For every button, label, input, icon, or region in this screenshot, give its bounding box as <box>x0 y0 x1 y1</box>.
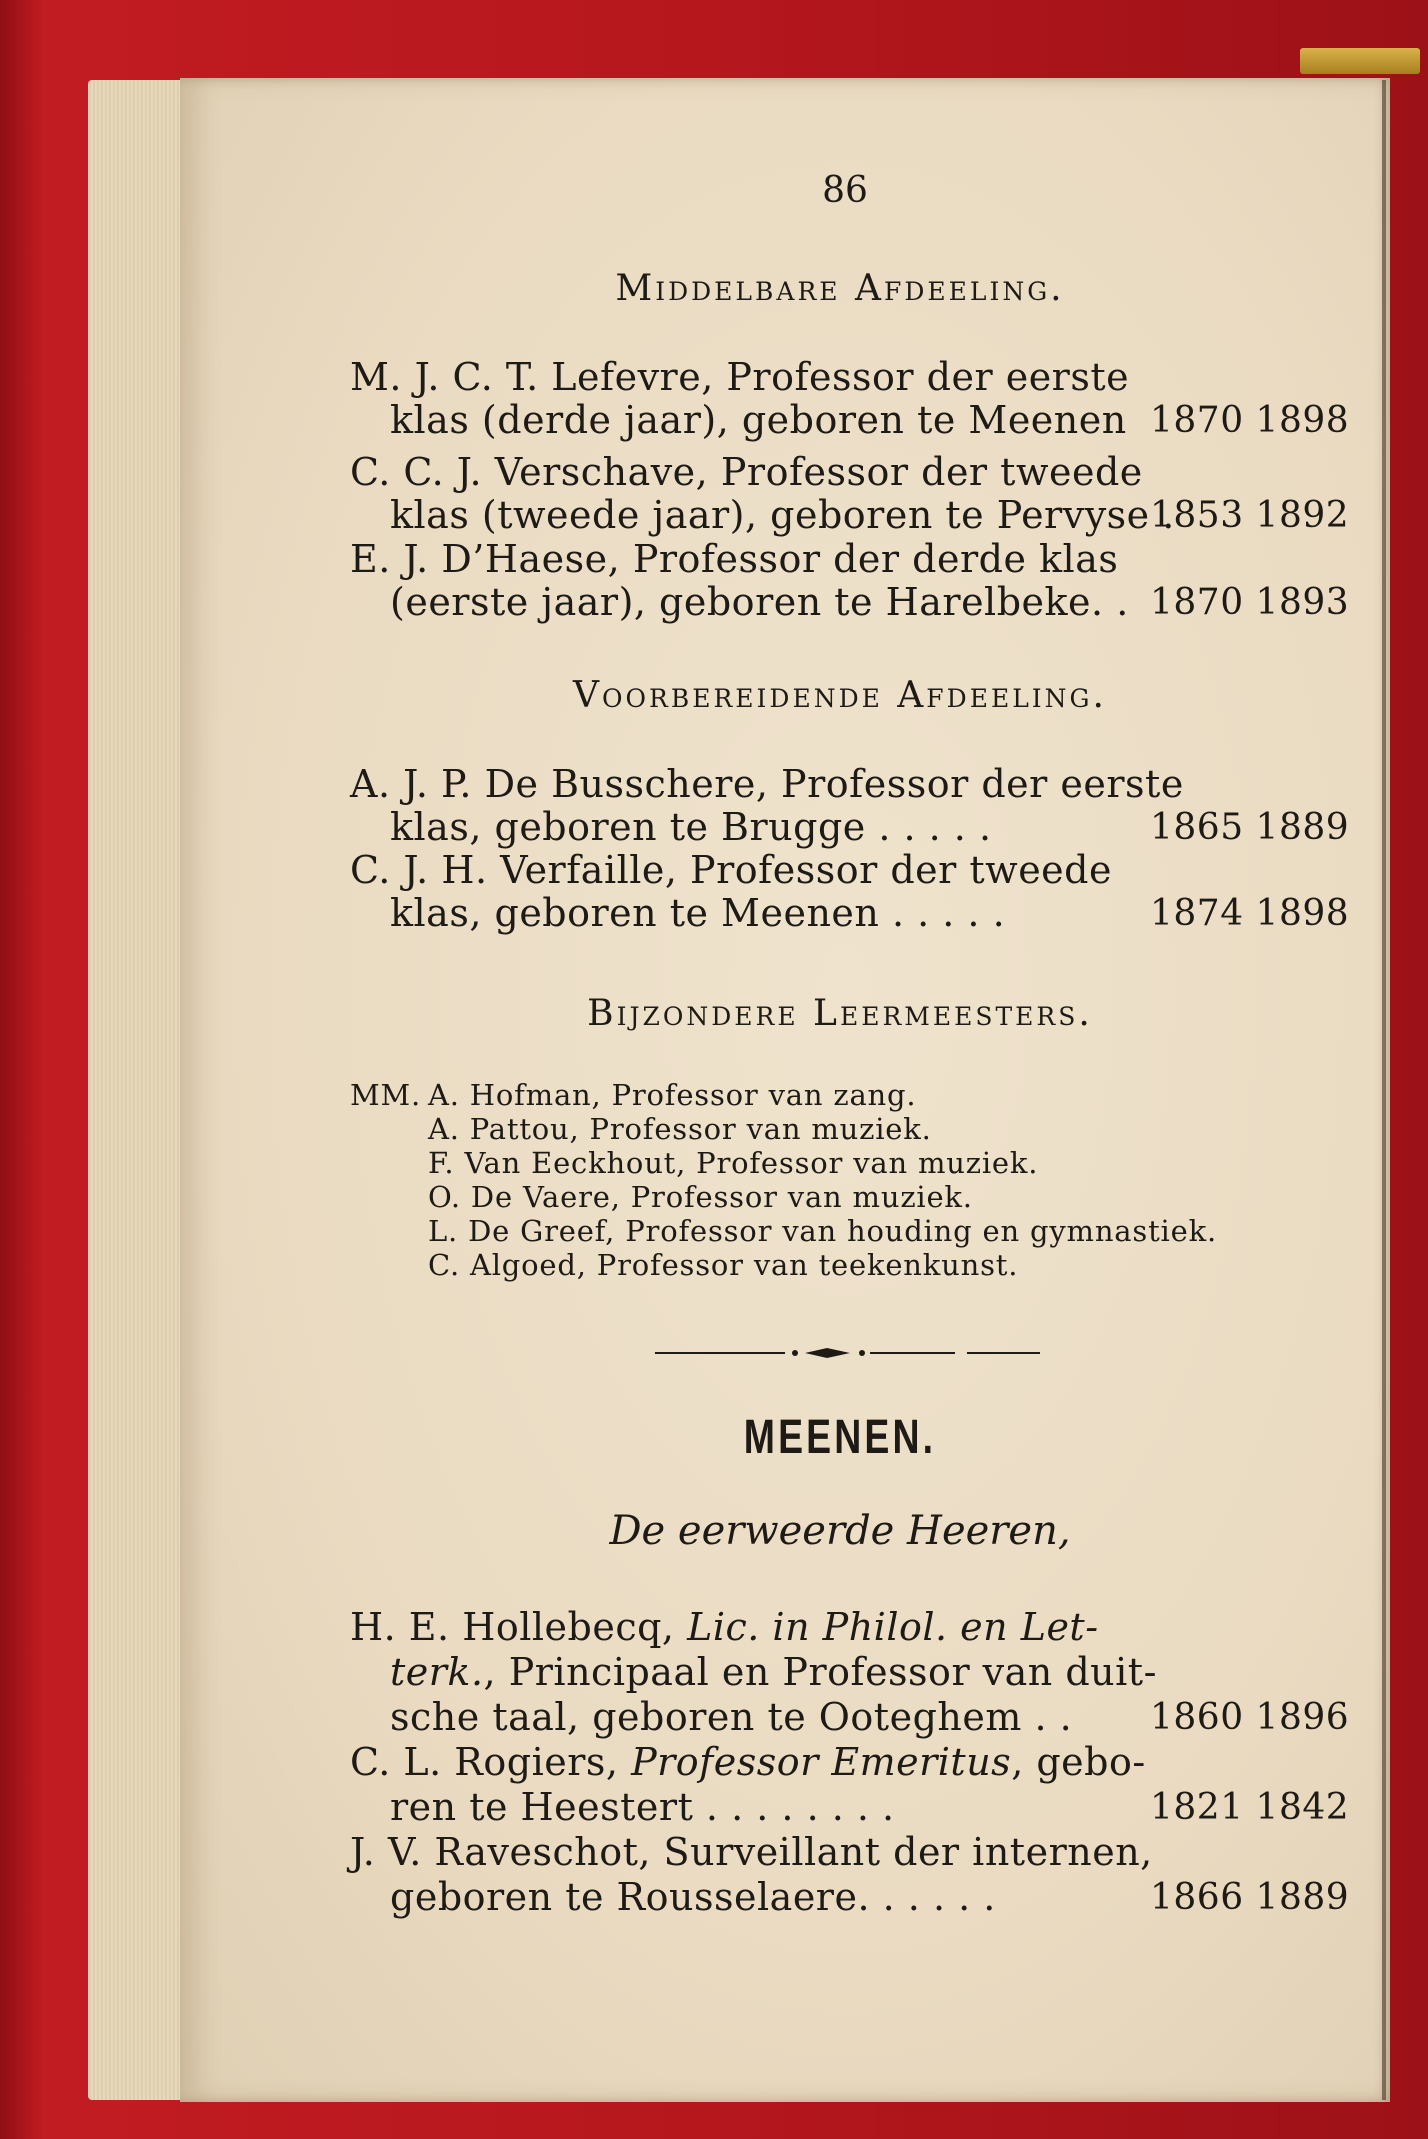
entry-years: 1865 1889 <box>1150 807 1350 848</box>
entry-line: klas, geboren te Brugge . . . . . <box>390 805 992 849</box>
entry-years: 1821 1842 <box>1150 1787 1350 1828</box>
mm-prefix: MM. <box>350 1078 422 1112</box>
entry-line: M. J. C. T. Lefevre, Professor der eerste <box>350 355 1130 399</box>
entry-line: klas (tweede jaar), geboren te Pervyse . <box>390 493 1175 537</box>
entry-italic: Professor Emeritus <box>631 1740 1012 1784</box>
entry-line: J. V. Raveschot, Surveillant der internen, <box>350 1830 1153 1874</box>
entry-line <box>350 1740 1146 1784</box>
entry-line <box>350 1605 1099 1649</box>
entry-text: , Principaal en Professor van duit- <box>483 1650 1157 1694</box>
entry-italic: Lic. in Philol. en Let- <box>687 1605 1099 1649</box>
bookmark-ribbon <box>1300 48 1420 74</box>
entry-line: (eerste jaar), geboren te Harelbeke. . <box>390 580 1129 624</box>
section-title-meenen: MEENEN. <box>743 1411 937 1464</box>
teacher-van-eeckhout: F. Van Eeckhout, Professor van muziek. <box>428 1146 1039 1180</box>
page-number: 86 <box>822 170 868 211</box>
entry-line: klas (derde jaar), geboren te Meenen <box>390 398 1127 442</box>
section-heading-bijzondere: Bijzondere Leermeesters. <box>587 993 1093 1034</box>
entry-years: 1874 1898 <box>1150 893 1350 934</box>
section-heading-middelbare: Middelbare Afdeeling. <box>615 268 1065 309</box>
entry-years: 1860 1896 <box>1150 1697 1350 1738</box>
teacher-de-vaere: O. De Vaere, Professor van muziek. <box>428 1180 973 1214</box>
entry-line: ren te Heestert . . . . . . . . <box>390 1785 895 1829</box>
entry-years: 1866 1889 <box>1150 1877 1350 1918</box>
entry-line: C. J. H. Verfaille, Professor der tweede <box>350 848 1112 892</box>
entry-italic: terk. <box>390 1650 484 1694</box>
entry-line: C. C. J. Verschave, Professor der tweede <box>350 450 1143 494</box>
entry-years: 1870 1893 <box>1150 582 1350 623</box>
section-subtitle: De eerweerde Heeren, <box>609 1508 1071 1554</box>
entry-line <box>390 1650 1157 1694</box>
entry-text: , gebo- <box>1011 1740 1146 1784</box>
entry-years: 1853 1892 <box>1150 495 1350 536</box>
entry-line: geboren te Rousselaere. . . . . . <box>390 1875 996 1919</box>
page-gutter <box>1382 80 1386 2100</box>
section-heading-voorbereidende: Voorbereidende Afdeeling. <box>573 675 1107 716</box>
teacher-de-greef: L. De Greef, Professor van houding en gymnastiek. <box>428 1214 1217 1248</box>
entry-text: H. E. Hollebecq, <box>350 1605 688 1649</box>
teacher-algoed: C. Algoed, Professor van teekenkunst. <box>428 1248 1019 1282</box>
entry-line: E. J. D’Haese, Professor der derde klas <box>350 537 1119 581</box>
entry-line: sche taal, geboren te Ooteghem . . <box>390 1695 1073 1739</box>
entry-text: C. L. Rogiers, <box>350 1740 632 1784</box>
entry-line: klas, geboren te Meenen . . . . . <box>390 891 1006 935</box>
ornament-divider <box>655 1343 1040 1363</box>
teacher-hofman: A. Hofman, Professor van zang. <box>428 1078 917 1112</box>
entry-line: A. J. P. De Busschere, Professor der eerste <box>350 762 1184 806</box>
entry-years: 1870 1898 <box>1150 400 1350 441</box>
teacher-pattou: A. Pattou, Professor van muziek. <box>428 1112 932 1146</box>
